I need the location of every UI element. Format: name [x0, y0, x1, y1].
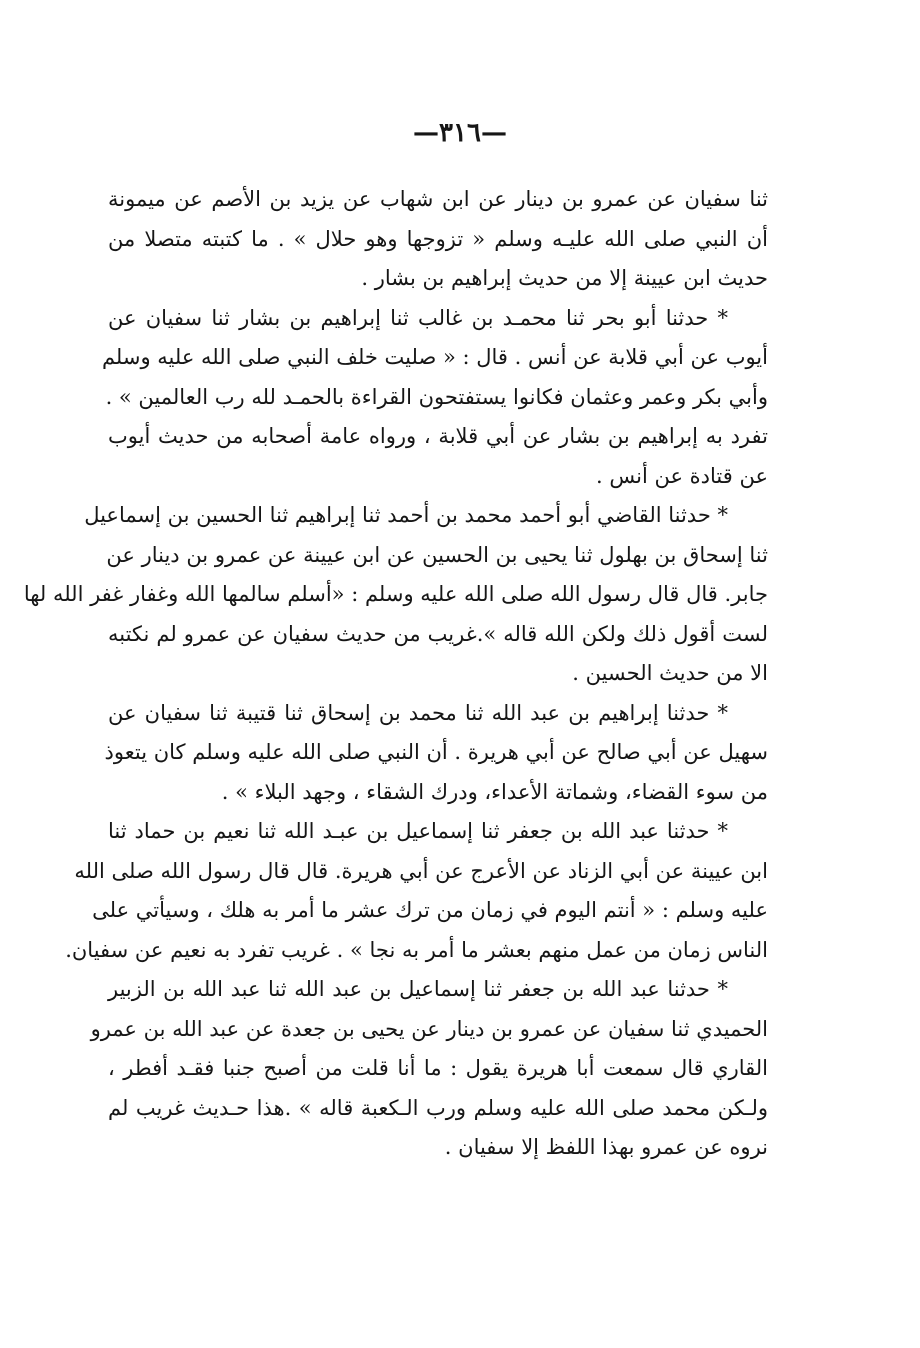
text-line: * حدثنا أبو بحر ثنا محمـد بن غالب ثنا إبراهيم بن بشار ثنا سفيان عن [108, 305, 728, 330]
text-line: ثنا إسحاق بن بهلول ثنا يحيى بن الحسين عن ابن عيينة عن عمرو بن دينار عن [106, 542, 768, 567]
text-line: نروه عن عمرو بهذا اللفظ إلا سفيان . [444, 1135, 768, 1159]
text-line: حديث ابن عيينة إلا من حديث إبراهيم بن بشار . [361, 266, 768, 290]
text-line: أن النبي صلى الله عليـه وسلم « تزوجها وهو حلال » . ما كتبته متصلا من [108, 226, 768, 251]
text-line: الحميدي ثنا سفيان عن عمرو بن دينار عن يحيى بن جعدة عن عبد الله بن عمرو [90, 1016, 768, 1041]
text-line: القاري قال سمعت أبا هريرة يقول : ما أنا قلت من أصبح جنبا فقـد أفطر ، [108, 1056, 768, 1080]
text-line: * حدثنا عبد الله بن جعفر ثنا إسماعيل بن عبد الله ثنا عبد الله بن الزبير [108, 977, 728, 1001]
text-line: عن قتادة عن أنس . [596, 463, 768, 488]
text-line: الا من حديث الحسين . [572, 661, 768, 685]
text-line: * حدثنا إبراهيم بن عبد الله ثنا محمد بن إسحاق ثنا قتيبة ثنا سفيان عن [108, 700, 728, 725]
text-line: * حدثنا عبد الله بن جعفر ثنا إسماعيل بن عبـد الله ثنا نعيم بن حماد ثنا [108, 819, 728, 843]
text-line: الناس زمان من عمل منهم بعشر ما أمر به نجا » . غريب تفرد به نعيم عن سفيان. [65, 937, 768, 962]
text-line: ابن عيينة عن أبي الزناد عن الأعرج عن أبي هريرة. قال قال رسول الله صلى الله [74, 858, 768, 883]
text-line: ثنا سفيان عن عمرو بن دينار عن ابن شهاب عن يزيد بن الأصم عن ميمونة [108, 187, 768, 211]
text-line: * حدثنا القاضي أبو أحمد محمد بن أحمد ثنا إبراهيم ثنا الحسين بن إسماعيل [84, 503, 728, 527]
text-line: لست أقول ذلك ولكن الله قاله ».غريب من حديث سفيان عن عمرو لم نكتبه [108, 621, 768, 646]
text-line: أيوب عن أبي قلابة عن أنس . قال : « صليت خلف النبي صلى الله عليه وسلم [101, 345, 768, 369]
text-line: جابر. قال قال رسول الله صلى الله عليه وسلم : «أسلم سالمها الله وغفار غفر الله لها [23, 582, 768, 606]
page-number: —٣١٦— [413, 118, 507, 148]
text-line: عليه وسلم : « أنتم اليوم في زمان من ترك عشر ما أمر به هلك ، وسيأتي على [92, 898, 768, 922]
text-body [23, 180, 768, 1168]
text-line: سهيل عن أبي صالح عن أبي هريرة . أن النبي صلى الله عليه وسلم كان يتعوذ [104, 740, 768, 764]
text-line: من سوء القضاء، وشماتة الأعداء، ودرك الشقاء ، وجهد البلاء » . [221, 779, 768, 804]
text-line: تفرد به إبراهيم بن بشار عن أبي قلابة ، ورواه عامة أصحابه من حديث أيوب [108, 424, 768, 448]
text-line: ولـكن محمد صلى الله عليه وسلم ورب الـكعبة قاله » .هذا حـديث غريب لم [108, 1095, 768, 1120]
text-line: وأبي بكر وعمر وعثمان فكانوا يستفتحون القراءة بالحمـد لله رب العالمين » . [105, 384, 768, 409]
